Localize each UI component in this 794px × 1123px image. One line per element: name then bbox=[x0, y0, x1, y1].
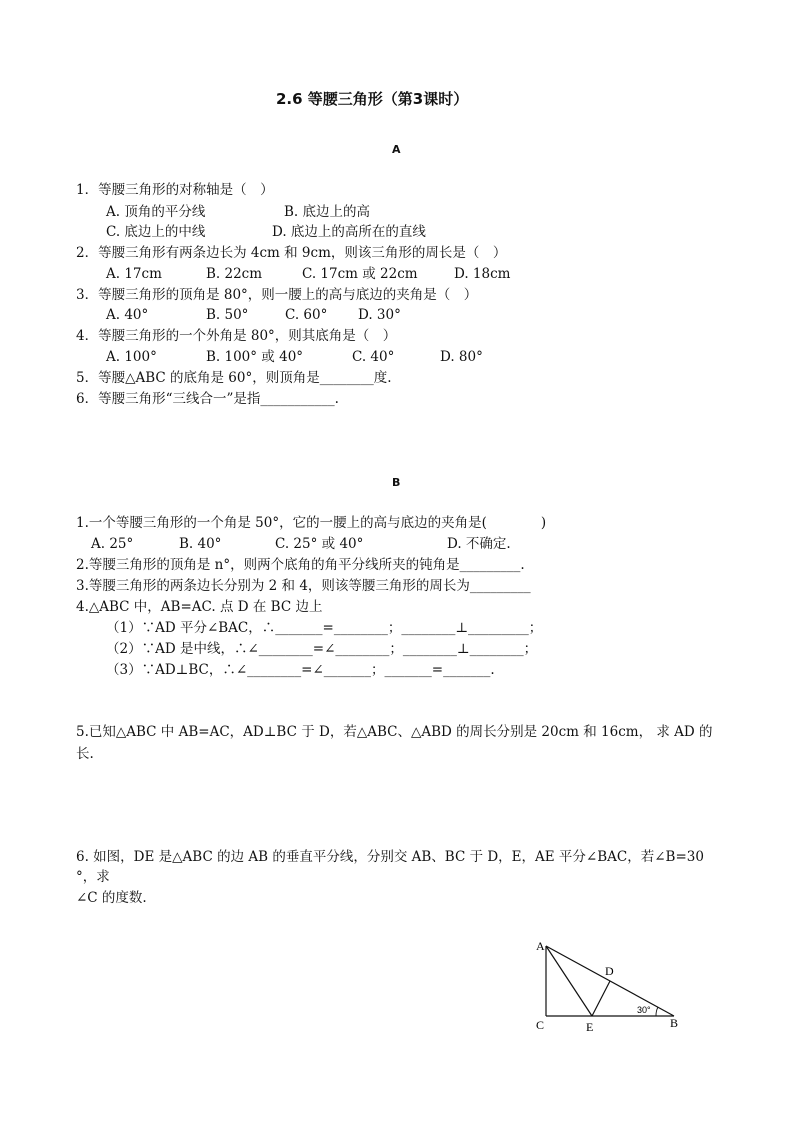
label-c: C bbox=[536, 1018, 545, 1032]
a-q4-opt-b: B. 100° 或 40° bbox=[206, 349, 304, 365]
a-q4-opt-c: C. 40° bbox=[352, 349, 395, 365]
b-q1-opt-a: A. 25° bbox=[91, 536, 134, 552]
label-a: A bbox=[536, 939, 545, 953]
a-q1-opt-c: C. 底边上的中线 bbox=[106, 224, 206, 240]
label-e: E bbox=[586, 1020, 594, 1034]
triangle-figure bbox=[520, 930, 700, 1040]
angle-b-arc bbox=[656, 1007, 658, 1016]
a-q4-stem: 4．等腰三角形的一个外角是 80°，则其底角是（ ） bbox=[76, 328, 397, 344]
a-q2-opt-a: A. 17cm bbox=[106, 266, 162, 282]
b-q1-opt-c: C. 25° 或 40° bbox=[275, 536, 364, 552]
a-q3-stem: 3．等腰三角形的顶角是 80°，则一腰上的高与底边的夹角是（ ） bbox=[76, 287, 478, 303]
b-q4-part1: （1）∵AD 平分∠BAC，∴_______=________；________⊥_________； bbox=[106, 620, 543, 636]
b-q5-line1: 5.已知△ABC 中 AB=AC，AD⊥BC 于 D，若△ABC、△ABD 的周长分别是 20cm 和 16cm， 求 AD 的 bbox=[76, 724, 713, 740]
b-q1-opt-d: D. 不确定. bbox=[447, 536, 511, 552]
a-q2-opt-b: B. 22cm bbox=[206, 266, 263, 282]
a-q1-opt-d: D. 底边上的高所在的直线 bbox=[272, 224, 426, 240]
angle-b-label: 30° bbox=[637, 1005, 651, 1015]
b-q4-stem: 4.△ABC 中，AB=AC. 点 D 在 BC 边上 bbox=[76, 599, 323, 615]
b-q2: 2.等腰三角形的顶角是 n°，则两个底角的角平分线所夹的钝角是_________. bbox=[76, 557, 525, 573]
a-q3-opt-a: A. 40° bbox=[106, 307, 149, 323]
a-q5: 5．等腰△ABC 的底角是 60°，则顶角是________度. bbox=[76, 370, 392, 386]
b-q5-line2: 长. bbox=[76, 746, 94, 762]
section-a-label: A bbox=[392, 143, 401, 156]
a-q3-opt-d: D. 30° bbox=[358, 307, 401, 323]
b-q6-line3: ∠C 的度数. bbox=[76, 890, 147, 906]
segment-de bbox=[592, 981, 610, 1016]
a-q2-stem: 2．等腰三角形有两条边长为 4cm 和 9cm，则该三角形的周长是（ ） bbox=[76, 245, 507, 261]
b-q3: 3.等腰三角形的两条边长分别为 2 和 4，则该等腰三角形的周长为_________ bbox=[76, 578, 531, 594]
b-q6-line1: 6. 如图，DE 是△ABC 的边 AB 的垂直平分线，分别交 AB、BC 于 D，E，AE 平分∠BAC，若∠B=30 bbox=[76, 849, 704, 865]
segment-ae bbox=[546, 946, 592, 1016]
a-q6: 6．等腰三角形“三线合一”是指___________. bbox=[76, 391, 339, 407]
a-q1-stem: 1．等腰三角形的对称轴是（ ） bbox=[76, 182, 274, 198]
b-q6-line2: °，求 bbox=[76, 869, 110, 885]
a-q3-opt-b: B. 50° bbox=[206, 307, 249, 323]
b-q1-opt-b: B. 40° bbox=[179, 536, 222, 552]
a-q4-opt-a: A. 100° bbox=[106, 349, 157, 365]
a-q2-opt-c: C. 17cm 或 22cm bbox=[302, 266, 418, 282]
b-q4-part2: （2）∵AD 是中线，∴∠________=∠________；________⊥________； bbox=[106, 641, 538, 657]
page-title: 2.6 等腰三角形（第3课时） bbox=[276, 90, 469, 108]
label-d: D bbox=[605, 964, 614, 978]
section-b-label: B bbox=[392, 476, 401, 489]
a-q1-opt-b: B. 底边上的高 bbox=[284, 204, 371, 220]
a-q2-opt-d: D. 18cm bbox=[454, 266, 511, 282]
b-q1-stem: 1.一个等腰三角形的一个角是 50°，它的一腰上的高与底边的夹角是( ) bbox=[76, 515, 547, 531]
b-q4-part3: （3）∵AD⊥BC，∴∠________=∠_______；_______=_______. bbox=[106, 662, 495, 678]
a-q1-opt-a: A. 顶角的平分线 bbox=[106, 204, 206, 220]
a-q4-opt-d: D. 80° bbox=[440, 349, 483, 365]
label-b: B bbox=[670, 1016, 679, 1030]
a-q3-opt-c: C. 60° bbox=[285, 307, 328, 323]
